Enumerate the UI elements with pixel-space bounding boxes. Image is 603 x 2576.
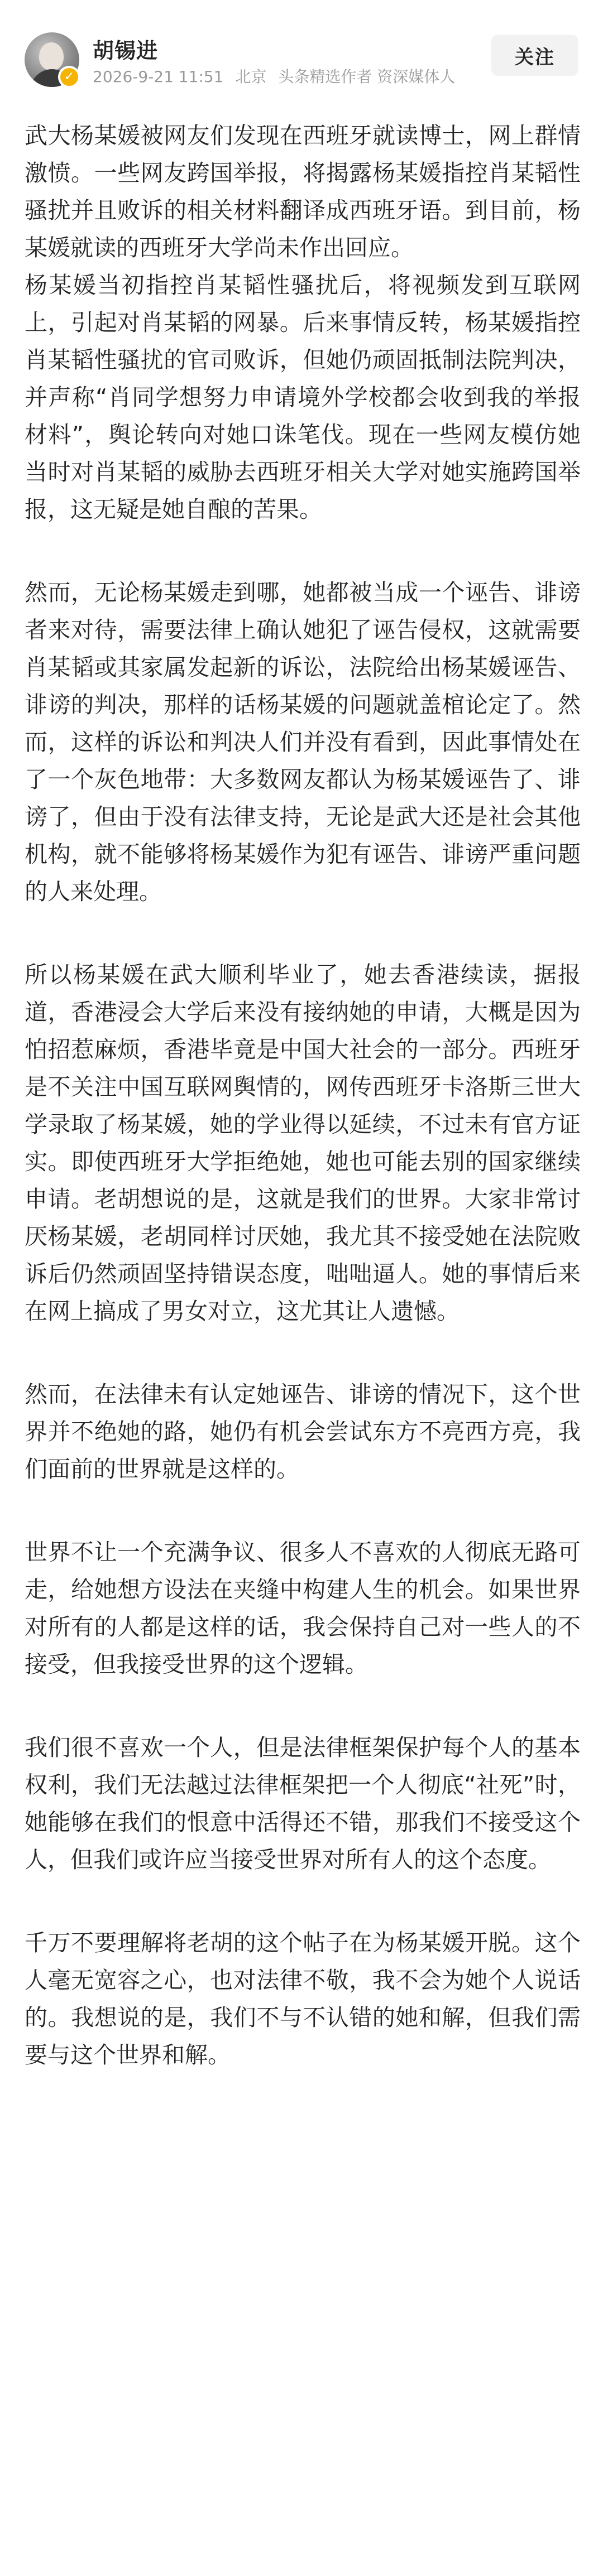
post-header [0, 0, 603, 95]
post-location: 北京 [235, 68, 267, 86]
article-body [25, 117, 581, 2120]
article-paragraph: 世界不让一个充满争议、很多人不喜欢的人彻底无路可走，给她想方设法在夹缝中构建人生的机会。如果世界对所有的人都是这样的话，我会保持自己对一些人的不接受，但我接受世界的这个逻辑。 [25, 1539, 581, 1678]
follow-button[interactable]: 关注 [491, 35, 578, 76]
article-paragraph: 然而，无论杨某媛走到哪，她都被当成一个诬告、诽谤者来对待，需要法律上确认她犯了诬告侵权，这就需要肖某韬或其家属发起新的诉讼，法院给出杨某媛诬告、诽谤的判决，那样的话杨某媛的问题就盖棺论定了。然而，这样的诉讼和判决人们并没有看到，因此事情处在了一个灰色地带：大多数网友都认为杨某媛诬告了、诽谤了，但由于没有法律支持，无论是武大还是社会其他机构，就不能够将杨某媛作为犯有诬告、诽谤严重问题的人来处理。 [25, 579, 581, 905]
bottom-fade [0, 2544, 603, 2576]
article-paragraph: 千万不要理解将老胡的这个帖子在为杨某媛开脱。这个人毫无宽容之心，也对法律不敬，我不会为她个人说话的。我想说的是，我们不与不认错的她和解，但我们需要与这个世界和解。 [25, 1929, 581, 2068]
avatar-face [39, 42, 64, 70]
article-paragraph: 所以杨某媛在武大顺利毕业了，她去香港续读，据报道，香港浸会大学后来没有接纳她的申请，大概是因为怕招惹麻烦，香港毕竟是中国大社会的一部分。西班牙是不关注中国互联网舆情的，网传西班牙卡洛斯三世大学录取了杨某媛，她的学业得以延续，不过未有官方证实。即使西班牙大学拒绝她，她也可能去别的国家继续申请。老胡想说的是，这就是我们的世界。大家非常讨厌杨某媛，老胡同样讨厌她，我尤其不接受她在法院败诉后仍然顽固坚持错误态度，咄咄逼人。她的事情后来在网上搞成了男女对立，这尤其让人遗憾。 [25, 961, 581, 1325]
author-name[interactable]: 胡锡进 [93, 38, 159, 63]
verified-badge-icon: ✓ [58, 66, 80, 88]
article-paragraph: 武大杨某媛被网友们发现在西班牙就读博士，网上群情激愤。一些网友跨国举报，将揭露杨某媛指控肖某韬性骚扰并且败诉的相关材料翻译成西班牙语。到目前，杨某媛就读的西班牙大学尚未作出回应。 [25, 122, 581, 261]
article-paragraph: 我们很不喜欢一个人，但是法律框架保护每个人的基本权利，我们无法越过法律框架把一个人彻底“社死”时，她能够在我们的恨意中活得还不错，那我们不接受这个人，但我们或许应当接受世界对所有人的这个态度。 [25, 1734, 581, 1873]
article-paragraph: 然而，在法律未有认定她诬告、诽谤的情况下，这个世界并不绝她的路，她仍有机会尝试东方不亮西方亮，我们面前的世界就是这样的。 [25, 1381, 581, 1482]
post-meta [93, 65, 455, 87]
author-title: 头条精选作者 资深媒体人 [278, 68, 456, 86]
article-paragraph: 杨某媛当初指控肖某韬性骚扰后，将视频发到互联网上，引起对肖某韬的网暴。后来事情反转，杨某媛指控肖某韬性骚扰的官司败诉，但她仍顽固抵制法院判决，并声称“肖同学想努力申请境外学校都会收到我的举报材料”，舆论转向对她口诛笔伐。现在一些网友模仿她当时对肖某韬的威胁去西班牙相关大学对她实施跨国举报，这无疑是她自酿的苦果。 [25, 272, 581, 523]
post-datetime: 2026-9-21 11:51 [93, 68, 224, 86]
